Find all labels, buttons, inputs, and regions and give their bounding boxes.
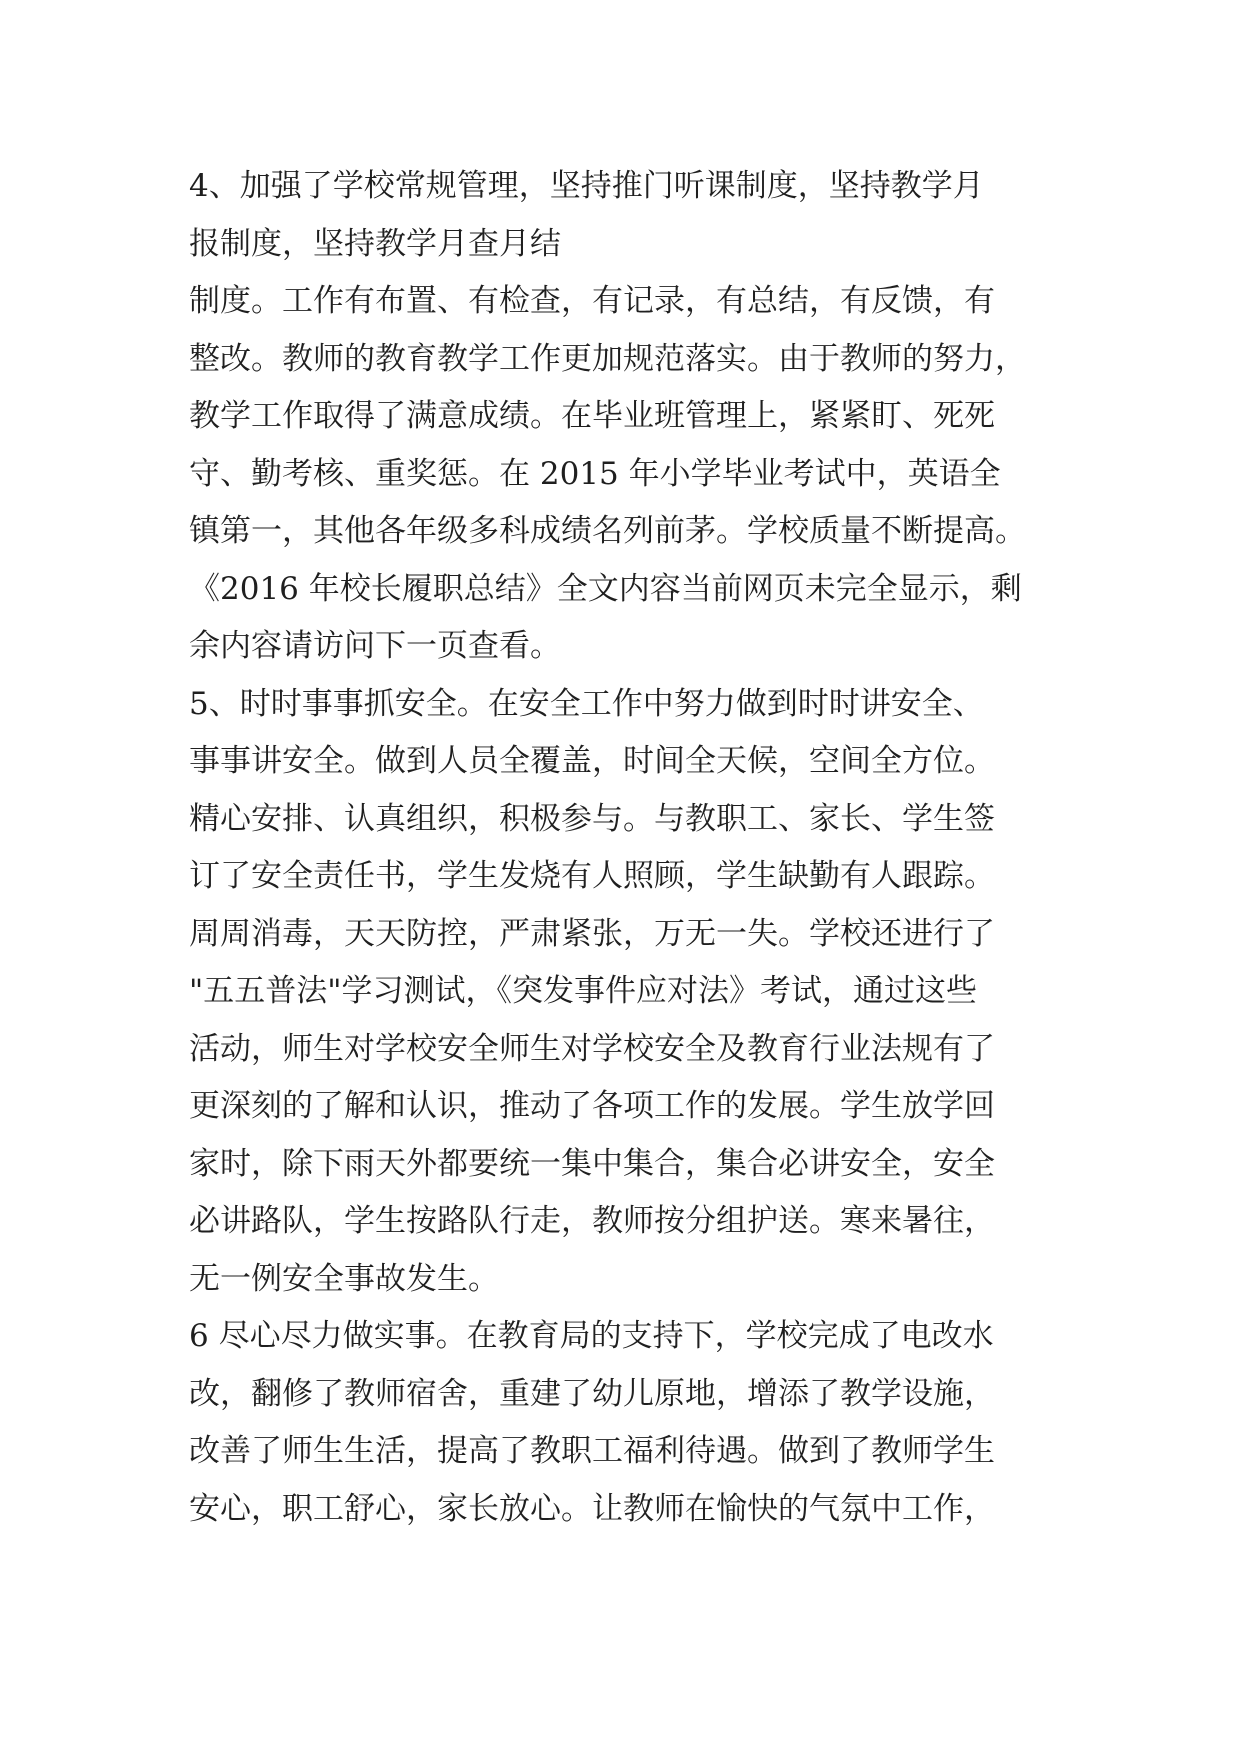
text-line: 更深刻的了解和认识，推动了各项工作的发展。学生放学回: [189, 1088, 995, 1124]
text-line: 制度。工作有布置、有检查，有记录，有总结，有反馈，有: [189, 283, 995, 319]
text-line: 精心安排、认真组织，积极参与。与教职工、家长、学生签: [189, 800, 995, 837]
text-line: 必讲路队，学生按路队行走，教师按分组护送。寒来暑往，: [189, 1203, 995, 1239]
text-line: 周周消毒，天天防控，严肃紧张，万无一失。学校还进行了: [189, 915, 995, 952]
text-line: 整改。教师的教育教学工作更加规范落实。由于教师的努力，: [189, 340, 1026, 377]
text-line: 镇第一，其他各年级多科成绩名列前茅。学校质量不断提高。: [189, 513, 1026, 549]
text-line: 活动，师生对学校安全师生对学校安全及教育行业法规有了: [189, 1030, 995, 1067]
text-line: 守、勤考核、重奖惩。在 2015 年小学毕业考试中，英语全: [189, 455, 1001, 492]
text-line: 无一例安全事故发生。: [189, 1260, 499, 1297]
text-line: 改善了师生生活，提高了教职工福利待遇。做到了教师学生: [189, 1433, 995, 1469]
text-line: 改，翻修了教师宿舍，重建了幼儿原地，增添了教学设施，: [189, 1375, 995, 1412]
text-line: 家时，除下雨天外都要统一集中集合，集合必讲安全，安全: [189, 1145, 995, 1182]
text-line: 订了安全责任书，学生发烧有人照顾，学生缺勤有人跟踪。: [189, 858, 995, 894]
text-line: 5、时时事事抓安全。在安全工作中努力做到时时讲安全、: [189, 685, 984, 722]
text-line: 教学工作取得了满意成绩。在毕业班管理上，紧紧盯、死死: [189, 398, 995, 434]
text-line: 余内容请访问下一页查看。: [189, 628, 561, 664]
text-line: 事事讲安全。做到人员全覆盖，时间全天候，空间全方位。: [189, 743, 995, 779]
text-line: 报制度，坚持教学月查月结: [189, 225, 561, 262]
text-line: "五五普法"学习测试，《突发事件应对法》考试，通过这些: [189, 973, 978, 1009]
text-line: 6 尽心尽力做实事。在教育局的支持下，学校完成了电改水: [189, 1318, 994, 1354]
text-line: 4、加强了学校常规管理，坚持推门听课制度，坚持教学月: [189, 168, 984, 204]
document-body: [189, 158, 1069, 1538]
text-line: 安心，职工舒心，家长放心。让教师在愉快的气氛中工作，: [189, 1490, 995, 1527]
text-line: 《2016 年校长履职总结》全文内容当前网页未完全显示，剩: [189, 570, 1022, 607]
